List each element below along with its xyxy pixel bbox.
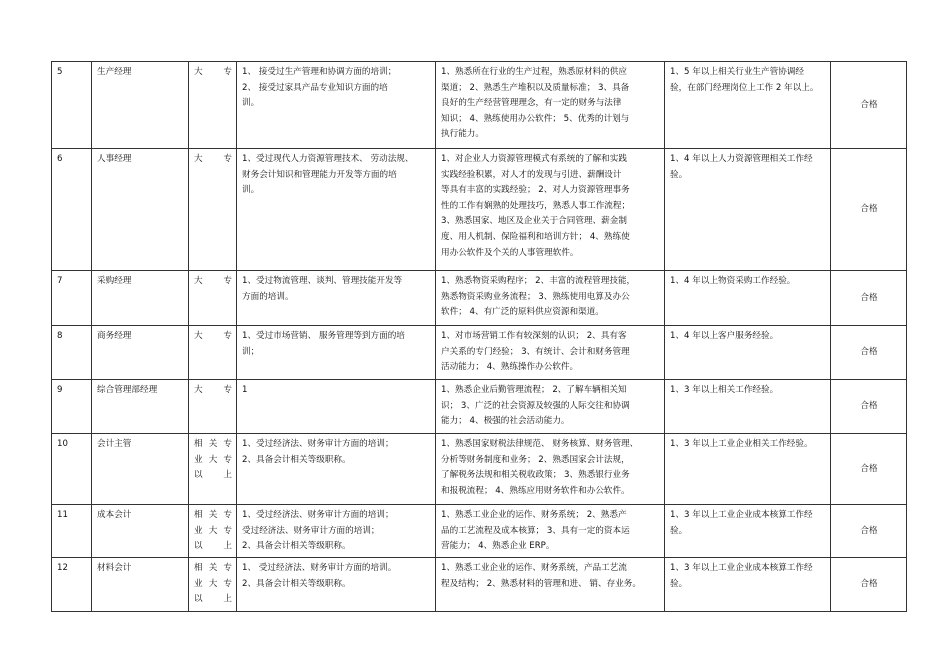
experience-requirement: 1、4 年以上客户服务经验。 xyxy=(665,326,831,380)
skills-requirement: 1、熟悉所在行业的生产过程，熟悉原材料的供应 渠道； 2、熟悉生产堆积以及质量标准； 3、具备 良好的生产经营管理理念，有一定的财务与法律 知识； 4、熟练使用办公软件； 5、优秀的计划与 执行能力。 xyxy=(436,62,665,149)
experience-requirement: 1、3 年以上相关工作经验。 xyxy=(665,380,831,434)
table-row xyxy=(52,271,907,326)
table-row xyxy=(52,326,907,380)
table-row xyxy=(52,558,907,612)
assessment-result: 合格 xyxy=(831,149,907,271)
skills-requirement: 1、对企业人力资源管理模式有系统的了解和实践 实践经验积累，对人才的发现与引进、薪酬设计 等具有丰富的实践经验； 2、对人力资源管理事务 性的工作有娴熟的处理技巧，熟悉人事工作流程； 3、熟悉国家、地区及企业关于合同管理、薪金制 度、用人机制、保险福利和培训方针； 4、熟练使 用办公软件及个关的人事管理软件。 xyxy=(436,149,665,271)
training-requirement: 1、受过经济法、财务审计方面的培训； 2、具备会计相关等级职称。 xyxy=(237,434,436,505)
training-requirement: 1、受过经济法、财务审计方面的培训； 受过经济法、财务审计方面的培训； 2、具备会计相关等级职称。 xyxy=(237,505,436,558)
position-title: 人事经理 xyxy=(92,149,189,271)
row-number: 8 xyxy=(52,326,92,380)
skills-requirement: 1、熟悉物资采购程序； 2、丰富的流程管理技能， 熟悉物资采购业务流程； 3、熟练使用电算及办公 软件； 4、有广泛的原料供应资源和渠道。 xyxy=(436,271,665,326)
skills-requirement: 1、熟悉工业企业的运作、财务系统； 2、熟悉产 品的工艺流程及成本核算； 3、具有一定的资本运 营能力； 4、熟悉企业 ERP。 xyxy=(436,505,665,558)
row-number: 7 xyxy=(52,271,92,326)
row-number: 10 xyxy=(52,434,92,505)
assessment-result: 合格 xyxy=(831,505,907,558)
position-title: 材料会计 xyxy=(92,558,189,612)
row-number: 5 xyxy=(52,62,92,149)
experience-requirement: 1、3 年以上工业企业成本核算工作经 验。 xyxy=(665,505,831,558)
education-requirement: 相关专 业大专 以上 xyxy=(189,505,237,558)
training-requirement: 1、受过现代人力资源管理技术、 劳动法规、 财务会计知识和管理能力开发等方面的培 训。 xyxy=(237,149,436,271)
row-number: 12 xyxy=(52,558,92,612)
education-requirement: 大专 xyxy=(189,149,237,271)
table-row xyxy=(52,149,907,271)
skills-requirement: 1、熟悉工业企业的运作、财务系统，产品工艺流 程及结构； 2、熟悉材料的管理和进、 销、存业务。 xyxy=(436,558,665,612)
skills-requirement: 1、对市场营销工作有较深刻的认识； 2、具有客 户关系的专门经验； 3、有统计、会计和财务管理 活动能力； 4、熟练操作办公软件。 xyxy=(436,326,665,380)
skills-requirement: 1、熟悉企业后勤管理流程； 2、了解车辆相关知 识； 3、广泛的社会资源及较强的人际交往和协调 能力； 4、极强的社会活动能力。 xyxy=(436,380,665,434)
education-requirement: 大专 xyxy=(189,380,237,434)
assessment-result: 合格 xyxy=(831,434,907,505)
education-requirement: 大专 xyxy=(189,271,237,326)
assessment-result: 合格 xyxy=(831,326,907,380)
training-requirement: 1、受过物流管理、谈判、管理技能开发等 方面的培训。 xyxy=(237,271,436,326)
education-requirement: 大专 xyxy=(189,62,237,149)
table-body xyxy=(52,62,907,612)
assessment-result: 合格 xyxy=(831,380,907,434)
education-requirement: 相关专 业大专 以上 xyxy=(189,434,237,505)
skills-requirement: 1、熟悉国家财税法律规范、 财务核算、财务管理、 分析等财务制度和业务； 2、熟悉国家会计法规， 了解税务法规和相关税收政策； 3、熟悉银行业务 和报税流程； 4、熟练应用财务软件和办公软件。 xyxy=(436,434,665,505)
position-title: 综合管理部经理 xyxy=(92,380,189,434)
position-title: 会计主管 xyxy=(92,434,189,505)
education-requirement: 大专 xyxy=(189,326,237,380)
experience-requirement: 1、5 年以上相关行业生产管协调经 验，在部门经理岗位上工作 2 年以上。 xyxy=(665,62,831,149)
assessment-result: 合格 xyxy=(831,558,907,612)
row-number: 6 xyxy=(52,149,92,271)
table-row xyxy=(52,505,907,558)
experience-requirement: 1、4 年以上人力资源管理相关工作经 验。 xyxy=(665,149,831,271)
table-row xyxy=(52,380,907,434)
position-title: 生产经理 xyxy=(92,62,189,149)
assessment-result: 合格 xyxy=(831,62,907,149)
table-row xyxy=(52,434,907,505)
position-title: 商务经理 xyxy=(92,326,189,380)
experience-requirement: 1、4 年以上物资采购工作经验。 xyxy=(665,271,831,326)
qualification-table xyxy=(51,61,907,612)
training-requirement: 1、 受过经济法、财务审计方面的培训。 2、具备会计相关等级职称。 xyxy=(237,558,436,612)
training-requirement: 1 xyxy=(237,380,436,434)
table-row xyxy=(52,62,907,149)
row-number: 11 xyxy=(52,505,92,558)
row-number: 9 xyxy=(52,380,92,434)
experience-requirement: 1、3 年以上工业企业相关工作经验。 xyxy=(665,434,831,505)
position-title: 采购经理 xyxy=(92,271,189,326)
position-title: 成本会计 xyxy=(92,505,189,558)
training-requirement: 1、 接受过生产管理和协调方面的培训； 2、 接受过家具产品专业知识方面的培 训。 xyxy=(237,62,436,149)
training-requirement: 1、受过市场营销、 服务管理等到方面的培 训； xyxy=(237,326,436,380)
education-requirement: 相关专 业大专 以上 xyxy=(189,558,237,612)
assessment-result: 合格 xyxy=(831,271,907,326)
experience-requirement: 1、3 年以上工业企业成本核算工作经 验。 xyxy=(665,558,831,612)
